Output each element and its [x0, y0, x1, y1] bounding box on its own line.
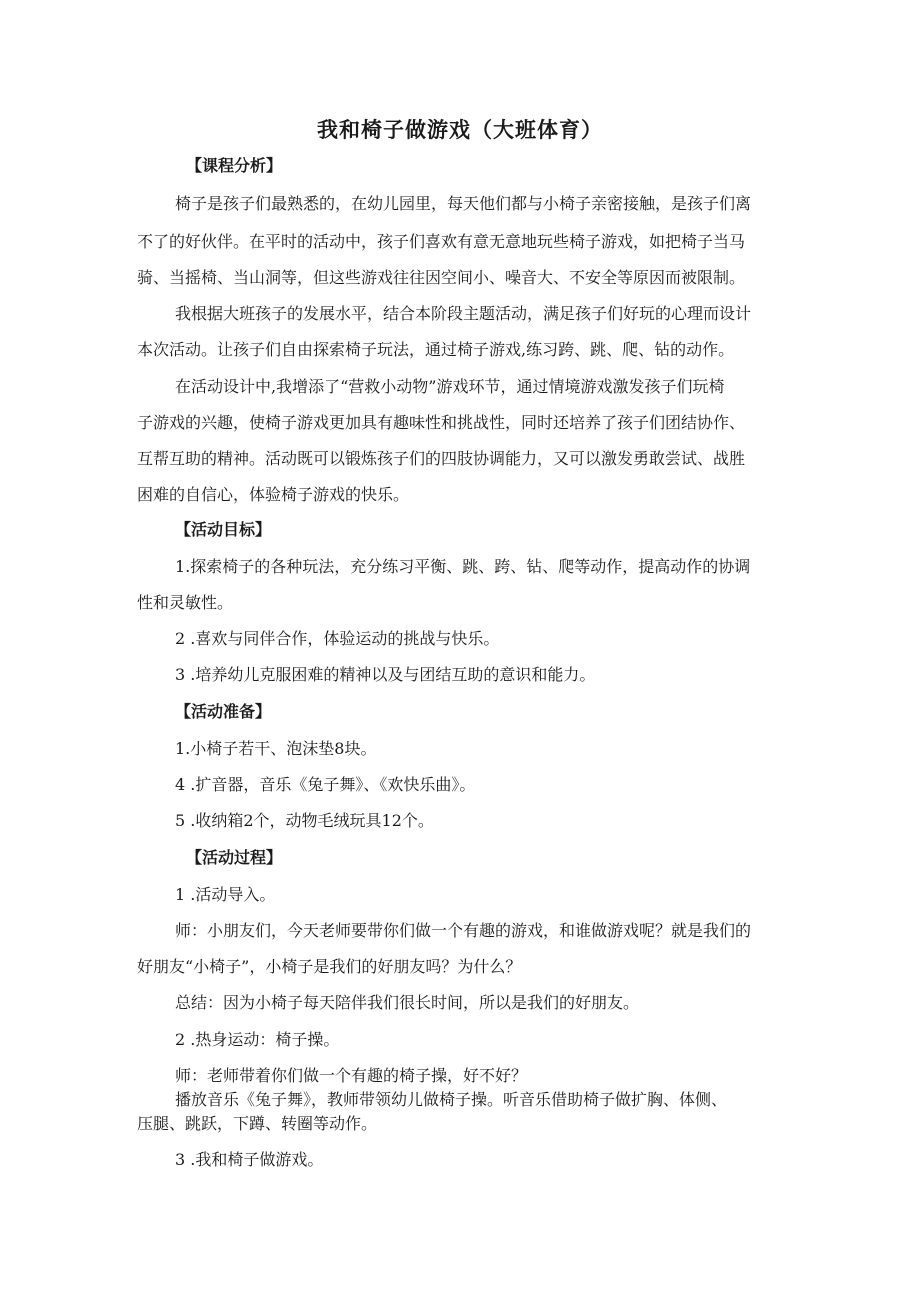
analysis-p3-line-3: 互帮互助的精神。活动既可以锻炼孩子们的四肢协调能力，又可以激发勇敢尝试、战胜: [137, 449, 746, 468]
analysis-p3-line-2: 子游戏的兴趣，使椅子游戏更加具有趣味性和挑战性，同时还培养了孩子们团结协作、: [137, 413, 746, 432]
section-heading-process: 【活动过程】: [186, 848, 283, 867]
analysis-p3-line-4: 困难的自信心，体验椅子游戏的快乐。: [137, 485, 410, 504]
teacher-dialogue-1-line-1: 师：小朋友们，今天老师要带你们做一个有趣的游戏，和谁做游戏呢？就是我们的: [175, 921, 752, 940]
analysis-p1-line-3: 骑、当摇椅、当山洞等，但这些游戏往往因空间小、噪音大、不安全等原因而被限制。: [137, 268, 746, 287]
section-heading-analysis: 【课程分析】: [186, 156, 283, 175]
process-step-2: 2 .热身运动：椅子操。: [175, 1030, 340, 1049]
goal-3: 3 .培养幼儿克服困难的精神以及与团结互助的意识和能力。: [175, 665, 596, 684]
analysis-p3-line-1: 在活动设计中,我增添了“营救小动物”游戏环节，通过情境游戏激发孩子们玩椅: [175, 377, 725, 396]
analysis-p1-line-2: 不了的好伙伴。在平时的活动中，孩子们喜欢有意无意地玩些椅子游戏，如把椅子当马: [137, 232, 746, 251]
analysis-p1-line-1: 椅子是孩子们最熟悉的，在幼儿园里，每天他们都与小椅子亲密接触，是孩子们离: [175, 194, 752, 213]
music-instruction-line-1: 播放音乐《兔子舞》，教师带领幼儿做椅子操。听音乐借助椅子做扩胸、体侧、: [175, 1090, 728, 1109]
summary-line: 总结：因为小椅子每天陪伴我们很长时间，所以是我们的好朋友。: [175, 993, 640, 1012]
prep-item-2: 4 .扩音器，音乐《兔子舞》、《欢快乐曲》。: [175, 775, 476, 794]
section-heading-preparation: 【活动准备】: [175, 702, 272, 721]
teacher-dialogue-2: 师：老师带着你们做一个有趣的椅子操，好不好？: [175, 1066, 528, 1085]
goal-1-line-1: 1.探索椅子的各种玩法，充分练习平衡、跳、跨、钻、爬等动作，提高动作的协调: [175, 557, 751, 576]
section-heading-goals: 【活动目标】: [175, 520, 272, 539]
goal-2: 2 .喜欢与同伴合作，体验运动的挑战与快乐。: [175, 629, 500, 648]
analysis-p2-line-1: 我根据大班孩子的发展水平，结合本阶段主题活动，满足孩子们好玩的心理而设计: [175, 304, 752, 323]
prep-item-1: 1.小椅子若干、泡沫垫8块。: [175, 739, 377, 758]
process-step-3: 3 .我和椅子做游戏。: [175, 1150, 324, 1169]
prep-item-3: 5 .收纳箱2个，动物毛绒玩具12个。: [175, 811, 434, 830]
analysis-p2-line-2: 本次活动。让孩子们自由探索椅子玩法，通过椅子游戏,练习跨、跳、爬、钻的动作。: [137, 340, 735, 359]
document-title: 我和椅子做游戏（大班体育）: [317, 118, 603, 142]
teacher-dialogue-1-line-2: 好朋友“小椅子”，小椅子是我们的好朋友吗？为什么？: [137, 957, 522, 976]
music-instruction-line-2: 压腿、跳跃，下蹲、转圈等动作。: [137, 1114, 378, 1133]
process-step-1: 1 .活动导入。: [175, 885, 276, 904]
goal-1-line-2: 性和灵敏性。: [137, 593, 234, 612]
